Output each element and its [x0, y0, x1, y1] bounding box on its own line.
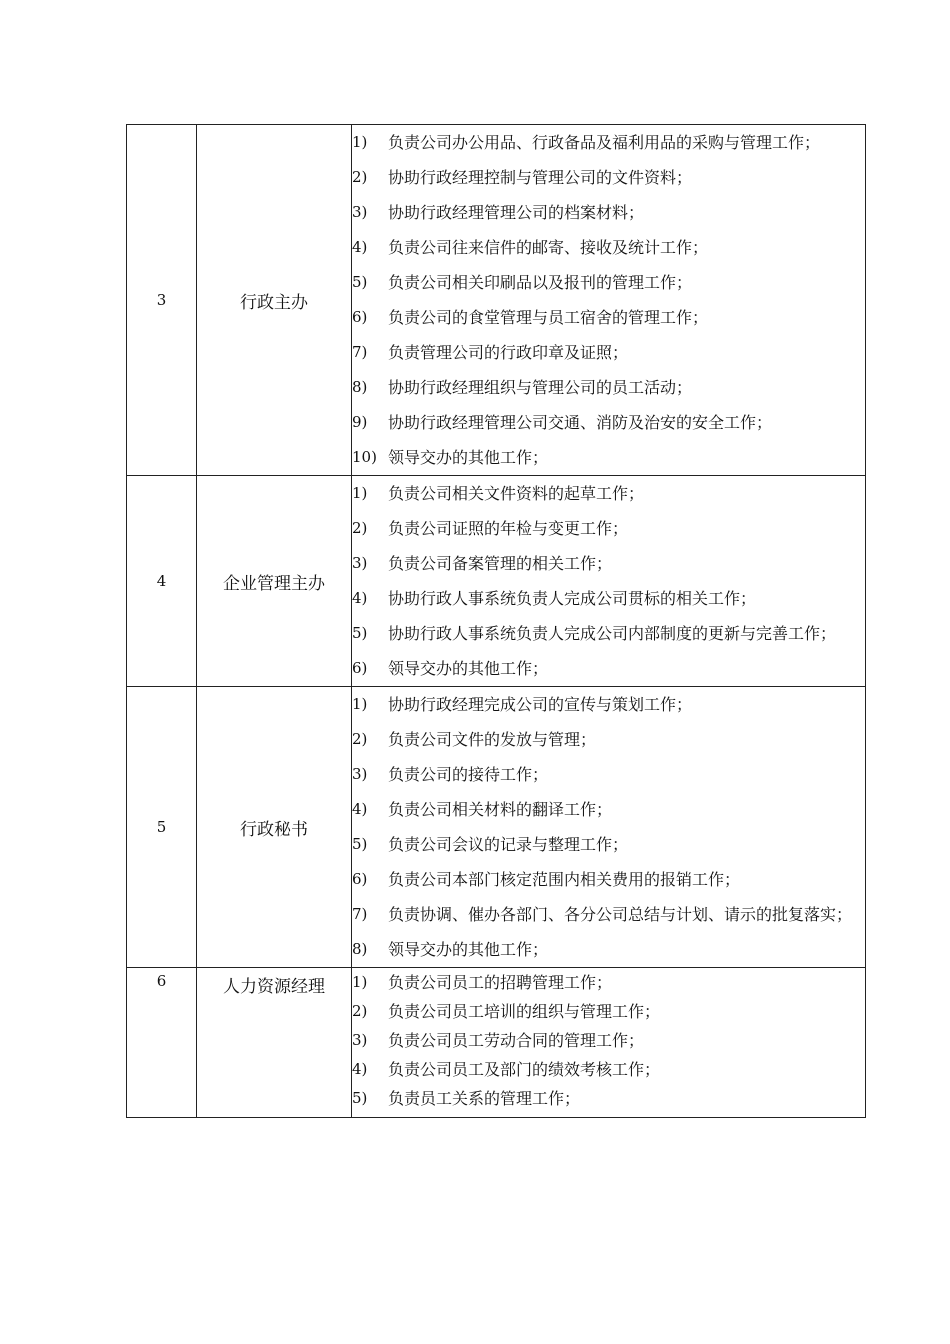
- duty-item: [352, 405, 865, 440]
- duty-item: [352, 651, 865, 686]
- duty-text: 领导交办的其他工作；: [388, 448, 549, 467]
- duty-number: 6): [352, 870, 368, 888]
- duty-number: 4): [352, 800, 368, 818]
- duty-text: 负责协调、催办各部门、各分公司总结与计划、请示的批复落实；: [388, 905, 853, 924]
- duty-number: 2): [352, 1002, 368, 1020]
- duty-text: 协助行政人事系统负责人完成公司贯标的相关工作；: [388, 589, 757, 608]
- duty-number: 3): [352, 1031, 368, 1049]
- row-number: 6: [127, 968, 197, 1118]
- table-row: [127, 968, 866, 1118]
- duty-text: 协助行政经理控制与管理公司的文件资料；: [388, 168, 693, 187]
- duty-item: [352, 897, 865, 932]
- row-number: 5: [127, 687, 197, 968]
- duty-text: 协助行政人事系统负责人完成公司内部制度的更新与完善工作；: [388, 624, 837, 643]
- duty-text: 负责公司往来信件的邮寄、接收及统计工作；: [388, 238, 709, 257]
- duties-cell: [352, 476, 866, 687]
- duty-number: 1): [352, 973, 368, 991]
- duty-item: [352, 300, 865, 335]
- duty-text: 协助行政经理管理公司的档案材料；: [388, 203, 645, 222]
- duty-text: 负责公司本部门核定范围内相关费用的报销工作；: [388, 870, 741, 889]
- duty-number: 4): [352, 238, 368, 256]
- duty-number: 1): [352, 133, 368, 151]
- duty-number: 5): [352, 624, 368, 642]
- duty-number: 10): [352, 448, 377, 466]
- duty-number: 1): [352, 695, 368, 713]
- duty-item: [352, 335, 865, 370]
- duty-number: 2): [352, 730, 368, 748]
- duty-text: 负责公司相关材料的翻译工作；: [388, 800, 613, 819]
- duty-item: [352, 722, 865, 757]
- duty-item: [352, 827, 865, 862]
- duty-item: [352, 1055, 865, 1084]
- duty-text: 负责公司的接待工作；: [388, 765, 549, 784]
- duty-item: [352, 370, 865, 405]
- duty-text: 负责管理公司的行政印章及证照；: [388, 343, 629, 362]
- duty-item: [352, 1084, 865, 1113]
- duty-text: 负责公司员工培训的组织与管理工作；: [388, 1002, 661, 1021]
- duty-number: 5): [352, 1089, 368, 1107]
- duty-text: 负责公司备案管理的相关工作；: [388, 554, 613, 573]
- duty-number: 4): [352, 589, 368, 607]
- duty-number: 2): [352, 168, 368, 186]
- duty-number: 3): [352, 765, 368, 783]
- duty-text: 协助行政经理管理公司交通、消防及治安的安全工作；: [388, 413, 773, 432]
- duty-number: 3): [352, 554, 368, 572]
- duties-cell: [352, 687, 866, 968]
- duty-item: [352, 476, 865, 511]
- duty-number: 2): [352, 519, 368, 537]
- duty-list: [352, 968, 865, 1113]
- duty-item: [352, 968, 865, 997]
- duty-item: [352, 792, 865, 827]
- duty-item: [352, 546, 865, 581]
- duty-number: 8): [352, 940, 368, 958]
- duty-list: [352, 476, 865, 686]
- duty-item: [352, 616, 865, 651]
- duty-item: [352, 932, 865, 967]
- duty-item: [352, 687, 865, 722]
- duty-text: 负责公司会议的记录与整理工作；: [388, 835, 629, 854]
- duty-number: 3): [352, 203, 368, 221]
- duty-text: 负责公司员工劳动合同的管理工作；: [388, 1031, 645, 1050]
- row-number: 3: [127, 125, 197, 476]
- duty-number: 6): [352, 659, 368, 677]
- duty-text: 负责公司证照的年检与变更工作；: [388, 519, 629, 538]
- job-title: 人力资源经理: [197, 968, 352, 1118]
- duty-text: 负责员工关系的管理工作；: [388, 1089, 581, 1108]
- duty-item: [352, 440, 865, 475]
- duty-item: [352, 511, 865, 546]
- duty-text: 负责公司员工的招聘管理工作；: [388, 973, 613, 992]
- duty-text: 负责公司文件的发放与管理；: [388, 730, 597, 749]
- duty-number: 7): [352, 905, 368, 923]
- duty-text: 领导交办的其他工作；: [388, 659, 549, 678]
- duty-number: 8): [352, 378, 368, 396]
- duty-item: [352, 757, 865, 792]
- duty-text: 负责公司相关印刷品以及报刊的管理工作；: [388, 273, 693, 292]
- table-row: [127, 687, 866, 968]
- duty-text: 协助行政经理完成公司的宣传与策划工作；: [388, 695, 693, 714]
- duty-item: [352, 997, 865, 1026]
- duty-item: [352, 195, 865, 230]
- duty-item: [352, 265, 865, 300]
- job-title: 行政主办: [197, 125, 352, 476]
- job-title: 企业管理主办: [197, 476, 352, 687]
- duty-number: 7): [352, 343, 368, 361]
- duty-item: [352, 230, 865, 265]
- job-title: 行政秘书: [197, 687, 352, 968]
- row-number: 4: [127, 476, 197, 687]
- duty-text: 协助行政经理组织与管理公司的员工活动；: [388, 378, 693, 397]
- duty-list: [352, 687, 865, 967]
- duty-text: 领导交办的其他工作；: [388, 940, 549, 959]
- duty-number: 5): [352, 273, 368, 291]
- duty-item: [352, 160, 865, 195]
- duty-number: 4): [352, 1060, 368, 1078]
- duty-item: [352, 1026, 865, 1055]
- duty-text: 负责公司员工及部门的绩效考核工作；: [388, 1060, 661, 1079]
- duties-cell: [352, 125, 866, 476]
- duty-item: [352, 581, 865, 616]
- table-row: [127, 476, 866, 687]
- duty-number: 6): [352, 308, 368, 326]
- duty-number: 1): [352, 484, 368, 502]
- duty-text: 负责公司的食堂管理与员工宿舍的管理工作；: [388, 308, 709, 327]
- duties-cell: [352, 968, 866, 1118]
- duty-number: 5): [352, 835, 368, 853]
- job-duties-table: [126, 124, 866, 1118]
- duty-list: [352, 125, 865, 475]
- duty-number: 9): [352, 413, 368, 431]
- duty-text: 负责公司相关文件资料的起草工作；: [388, 484, 645, 503]
- duty-text: 负责公司办公用品、行政备品及福利用品的采购与管理工作；: [388, 133, 821, 152]
- table-row: [127, 125, 866, 476]
- duty-item: [352, 125, 865, 160]
- duty-item: [352, 862, 865, 897]
